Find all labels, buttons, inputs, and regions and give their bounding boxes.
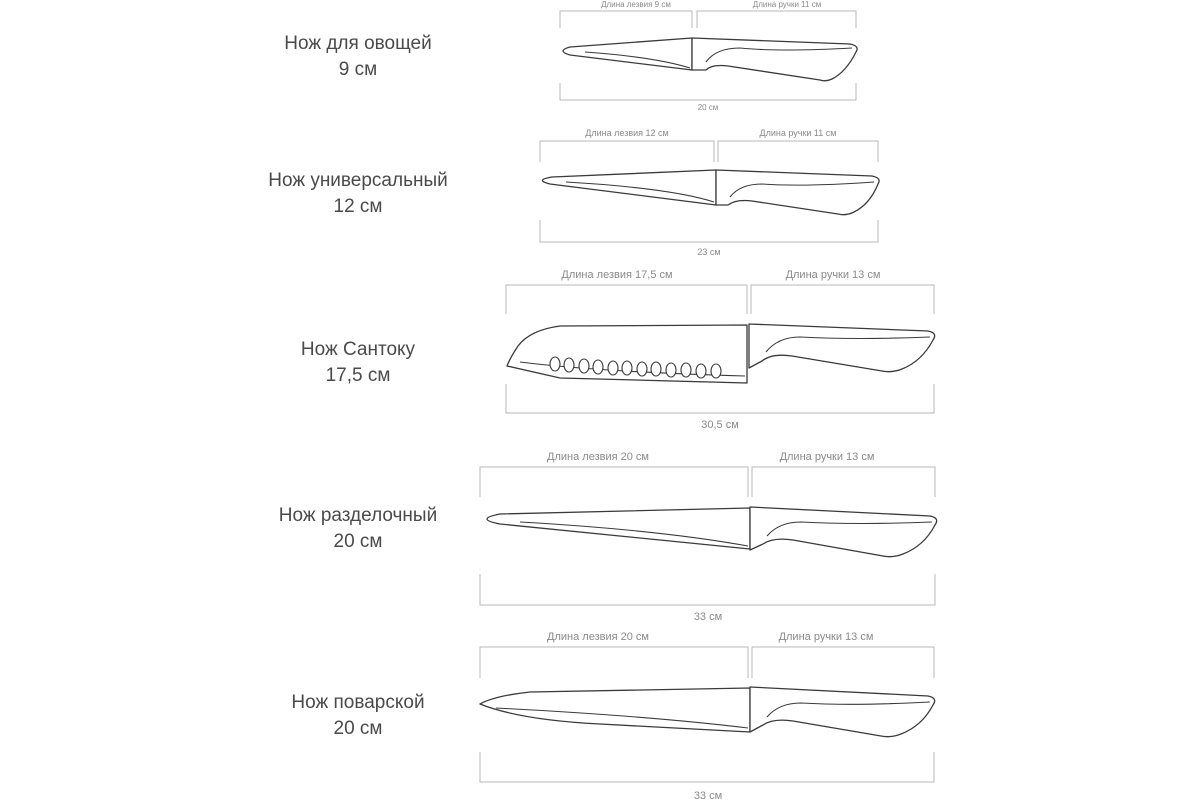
blade-dimple bbox=[593, 360, 603, 374]
blade-dimple bbox=[651, 362, 661, 376]
blade-bracket bbox=[540, 141, 714, 162]
knife-name-size: 12 см bbox=[333, 196, 383, 217]
blade-dimple bbox=[622, 361, 632, 375]
total-bracket bbox=[480, 752, 934, 782]
knife-row-carving bbox=[0, 440, 1200, 623]
total-bracket bbox=[480, 574, 935, 605]
knife-name-title: Нож универсальный bbox=[268, 170, 448, 191]
total-bracket bbox=[540, 220, 878, 242]
blade-length-label: Длина лезвия 17,5 см bbox=[561, 269, 673, 281]
handle-length-label: Длина ручки 11 см bbox=[752, 0, 822, 9]
total-length-label: 23 см bbox=[697, 247, 721, 257]
blade-length-label: Длина лезвия 9 см bbox=[601, 0, 671, 9]
blade-bracket bbox=[506, 285, 747, 314]
knife-name-size: 20 см bbox=[333, 718, 383, 739]
handle-bracket bbox=[697, 11, 856, 28]
blade-dimple bbox=[637, 362, 647, 376]
knife-handle-shape bbox=[750, 687, 935, 737]
handle-bracket bbox=[751, 285, 934, 314]
blade-bracket bbox=[480, 647, 748, 678]
knife-name-size: 9 см bbox=[338, 59, 378, 80]
blade-dimple bbox=[550, 357, 560, 371]
blade-length-label: Длина лезвия 20 см bbox=[547, 631, 649, 643]
blade-bracket bbox=[560, 11, 692, 28]
knife-diagram bbox=[0, 440, 1200, 623]
handle-length-label: Длина ручки 13 см bbox=[778, 631, 874, 643]
knife-handle-shape bbox=[750, 507, 937, 557]
knife-name-size: 20 см bbox=[333, 531, 383, 552]
total-length-label: 20 см bbox=[697, 103, 719, 112]
total-length-label: 33 см bbox=[693, 611, 723, 623]
knife-blade-shape bbox=[480, 688, 750, 732]
knife-name-title: Нож поварской bbox=[291, 692, 425, 713]
blade-dimple bbox=[579, 359, 589, 373]
handle-length-label: Длина ручки 13 см bbox=[785, 269, 881, 281]
blade-length-label: Длина лезвия 20 см bbox=[547, 451, 649, 463]
blade-dimple bbox=[666, 363, 676, 377]
handle-bracket bbox=[752, 647, 934, 678]
blade-dimple bbox=[608, 361, 618, 375]
knife-name-size: 17,5 см bbox=[325, 365, 391, 386]
knife-name-title: Нож Сантоку bbox=[300, 339, 416, 360]
total-bracket bbox=[560, 83, 856, 100]
total-length-label: 33 см bbox=[693, 790, 723, 800]
knife-diagram bbox=[0, 120, 1200, 260]
blade-length-label: Длина лезвия 12 см bbox=[585, 128, 669, 138]
knife-row-utility bbox=[0, 120, 1200, 260]
handle-bracket bbox=[752, 467, 935, 497]
knife-name-title: Нож разделочный bbox=[278, 505, 438, 526]
knife-diagram bbox=[0, 0, 1200, 120]
total-bracket bbox=[506, 384, 934, 413]
blade-dimple bbox=[564, 358, 574, 372]
knife-row-santoku bbox=[0, 260, 1200, 440]
blade-bracket bbox=[480, 467, 748, 497]
handle-bracket bbox=[718, 141, 878, 162]
knife-name-title: Нож для овощей bbox=[284, 33, 432, 54]
blade-dimple bbox=[711, 364, 721, 378]
handle-length-label: Длина ручки 11 см bbox=[759, 128, 837, 138]
blade-dimple bbox=[696, 364, 706, 378]
knife-handle-shape bbox=[692, 38, 857, 81]
knife-blade-shape bbox=[563, 38, 692, 70]
knife-row-vegetable bbox=[0, 0, 1200, 120]
knife-handle-shape bbox=[749, 324, 935, 372]
knife-handle-shape bbox=[716, 170, 879, 215]
blade-dimple bbox=[681, 363, 691, 377]
knife-row-chef bbox=[0, 620, 1200, 800]
knife-blade-shape bbox=[487, 508, 750, 549]
total-length-label: 30,5 см bbox=[701, 419, 739, 431]
handle-length-label: Длина ручки 13 см bbox=[779, 451, 875, 463]
knife-diagram bbox=[0, 260, 1200, 440]
knife-diagram bbox=[0, 620, 1200, 800]
